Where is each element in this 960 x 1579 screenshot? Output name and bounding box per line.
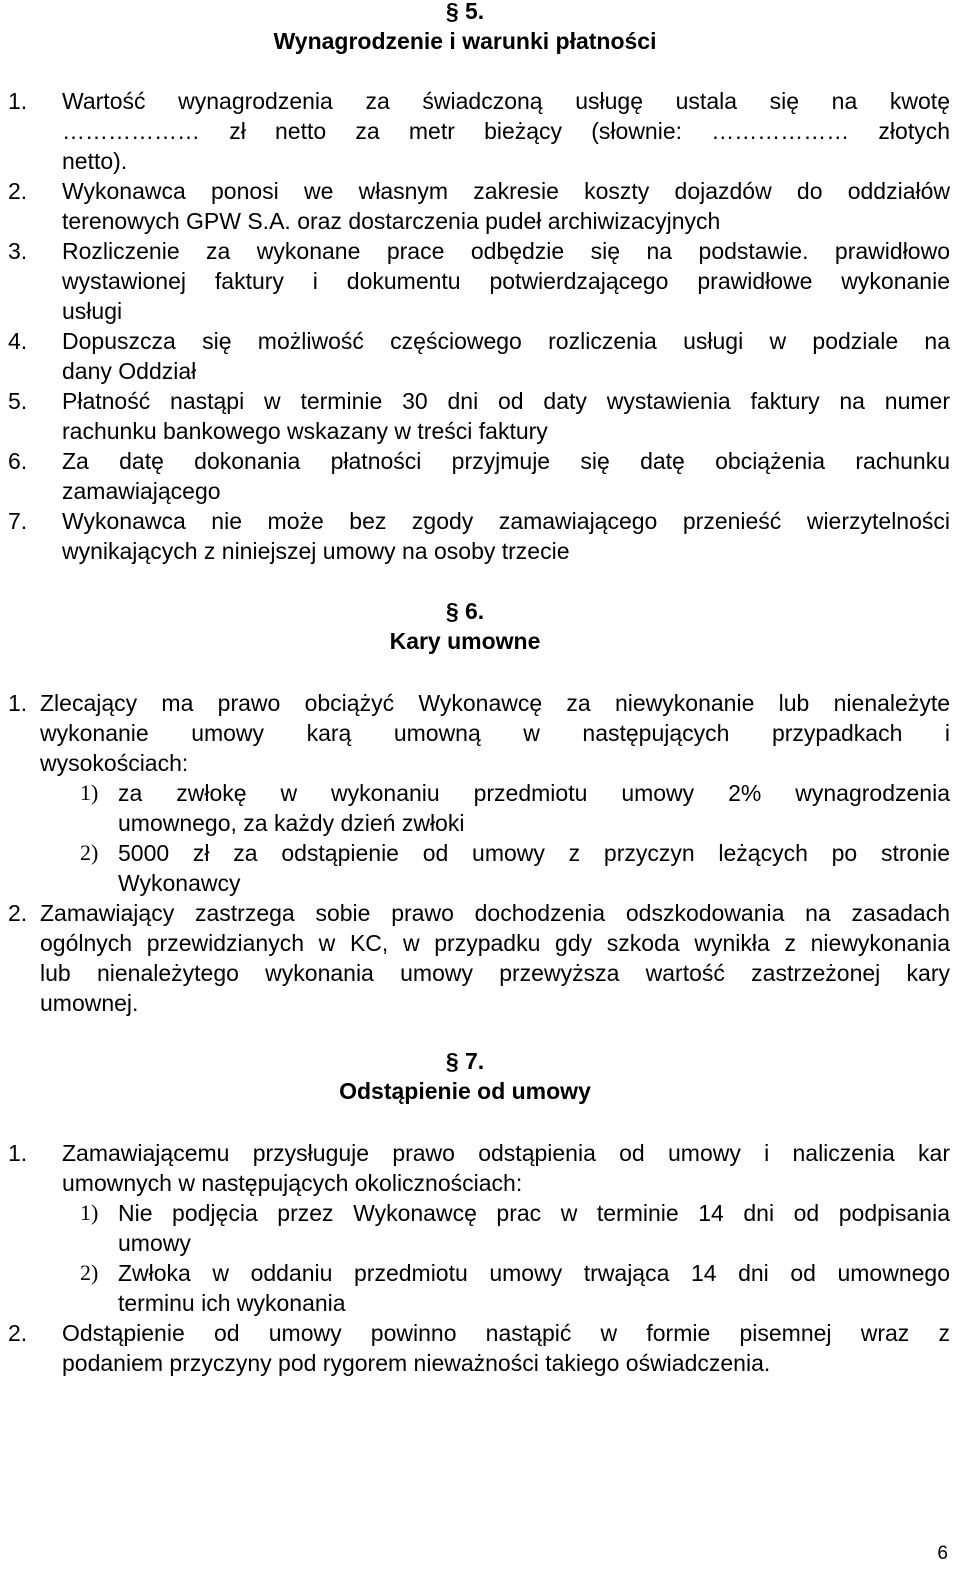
section-5-item-number: 3. [8, 238, 28, 264]
section-5-item-line: Wartość wynagrodzenia za świadczoną usługę ustala się na kwotę [62, 88, 950, 114]
section-5-number: § 5. [445, 0, 485, 24]
section-7-number: § 7. [445, 1048, 485, 1074]
section-5-item-number: 7. [8, 508, 28, 534]
section-5-item-line: Rozliczenie za wykonane prace odbędzie się na podstawie. prawidłowo [62, 238, 950, 264]
section-5-item-line: usługi [62, 298, 123, 324]
section-5-item-line: terenowych GPW S.A. oraz dostarczenia pudeł archiwizacyjnych [62, 208, 721, 234]
section-6-item-number: 2. [8, 900, 28, 926]
section-5-item-line: Płatność nastąpi w terminie 30 dni od daty wystawienia faktury na numer [62, 388, 950, 414]
section-6-item [8, 898, 950, 1018]
section-7-item [8, 1318, 950, 1378]
section-6-item-line: lub nienależytego wykonania umowy przewyższa wartość zastrzeżonej kary [40, 960, 950, 986]
section-5-item [8, 176, 950, 236]
section-6-title: Kary umowne [389, 628, 541, 654]
section-6-subitem-line: za zwłokę w wykonaniu przedmiotu umowy 2% wynagrodzenia [118, 780, 950, 806]
section-5-item-number: 4. [8, 328, 28, 354]
section-5-item-line: dany Oddział [62, 358, 197, 384]
section-5-item-line: wystawionej faktury i dokumentu potwierdzającego prawidłowe wykonanie [62, 268, 950, 294]
section-5-item [8, 86, 950, 176]
section-7-subitem-number: 1) [80, 1200, 99, 1225]
section-7-subitem-line: Zwłoka w oddaniu przedmiotu umowy trwająca 14 dni od umownego [118, 1260, 950, 1286]
section-5-item-line: Dopuszcza się możliwość częściowego rozliczenia usługi w podziale na [62, 328, 950, 354]
section-5-item-number: 6. [8, 448, 28, 474]
section-7-item-line: Zamawiającemu przysługuje prawo odstąpienia od umowy i naliczenia kar [62, 1140, 950, 1166]
section-6-item-line: ogólnych przewidzianych w KC, w przypadku gdy szkoda wynikła z niewykonania [40, 930, 950, 956]
section-7-subitem-number: 2) [80, 1260, 99, 1285]
section-7-item-number: 1. [8, 1140, 28, 1166]
section-5-item-line: Za datę dokonania płatności przyjmuje się datę obciążenia rachunku [62, 448, 950, 474]
section-5-item [8, 506, 950, 566]
section-5-item-line: netto). [62, 148, 128, 174]
section-7-subitem [80, 1198, 950, 1258]
section-6-subitem-line: umownego, za każdy dzień zwłoki [118, 810, 465, 836]
section-5-item-line: zamawiającego [62, 478, 221, 504]
section-5-item [8, 236, 950, 326]
section-7-subitem-line: umowy [118, 1230, 191, 1256]
section-5-item [8, 386, 950, 446]
section-6-item-line: wykonanie umowy karą umowną w następujących przypadkach i [40, 720, 950, 746]
section-5-item-number: 1. [8, 88, 28, 114]
section-7-subitem-line: Nie podjęcia przez Wykonawcę prac w terminie 14 dni od podpisania [118, 1200, 950, 1226]
section-5-item [8, 326, 950, 386]
section-7-title: Odstąpienie od umowy [339, 1078, 591, 1104]
section-7-item [8, 1138, 950, 1198]
section-7-item-line: umownych w następujących okolicznościach: [62, 1170, 523, 1196]
section-5-item-line: rachunku bankowego wskazany w treści faktury [62, 418, 548, 444]
section-5-title: Wynagrodzenie i warunki płatności [273, 28, 657, 54]
section-5-item-line: Wykonawca nie może bez zgody zamawiającego przenieść wierzytelności [62, 508, 950, 534]
section-6-item-number: 1. [8, 690, 28, 716]
section-6-subitem [80, 778, 950, 838]
section-6-item-line: umownej. [40, 990, 139, 1016]
page-number: 6 [937, 1543, 948, 1564]
section-6-subitem [80, 838, 950, 898]
section-6-number: § 6. [445, 598, 485, 624]
section-6-item-line: Zlecający ma prawo obciążyć Wykonawcę za niewykonanie lub nienależyte [40, 690, 950, 716]
section-7-item-line: Odstąpienie od umowy powinno nastąpić w formie pisemnej wraz z [62, 1320, 950, 1346]
section-6-item [8, 688, 950, 778]
section-6-subitem-line: 5000 zł za odstąpienie od umowy z przyczyn leżących po stronie [118, 840, 950, 866]
section-6-subitem-line: Wykonawcy [118, 870, 241, 896]
section-6-item-line: Zamawiający zastrzega sobie prawo dochodzenia odszkodowania na zasadach [40, 900, 950, 926]
section-5-item-line: ……………… zł netto za metr bieżący (słownie: ……………… złotych [62, 118, 950, 144]
section-7-subitem-line: terminu ich wykonania [118, 1290, 346, 1316]
section-6-subitem-number: 2) [80, 840, 99, 865]
section-5-item-line: wynikających z niniejszej umowy na osoby trzecie [62, 538, 570, 564]
section-6-subitem-number: 1) [80, 780, 99, 805]
section-7-subitem [80, 1258, 950, 1318]
section-7-item-number: 2. [8, 1320, 28, 1346]
section-5-item-line: Wykonawca ponosi we własnym zakresie koszty dojazdów do oddziałów [62, 178, 950, 204]
section-7-item-line: podaniem przyczyny pod rygorem nieważności takiego oświadczenia. [62, 1350, 771, 1376]
section-5-item-number: 2. [8, 178, 28, 204]
section-6-item-line: wysokościach: [40, 750, 189, 776]
section-5-item-number: 5. [8, 388, 28, 414]
section-5-item [8, 446, 950, 506]
